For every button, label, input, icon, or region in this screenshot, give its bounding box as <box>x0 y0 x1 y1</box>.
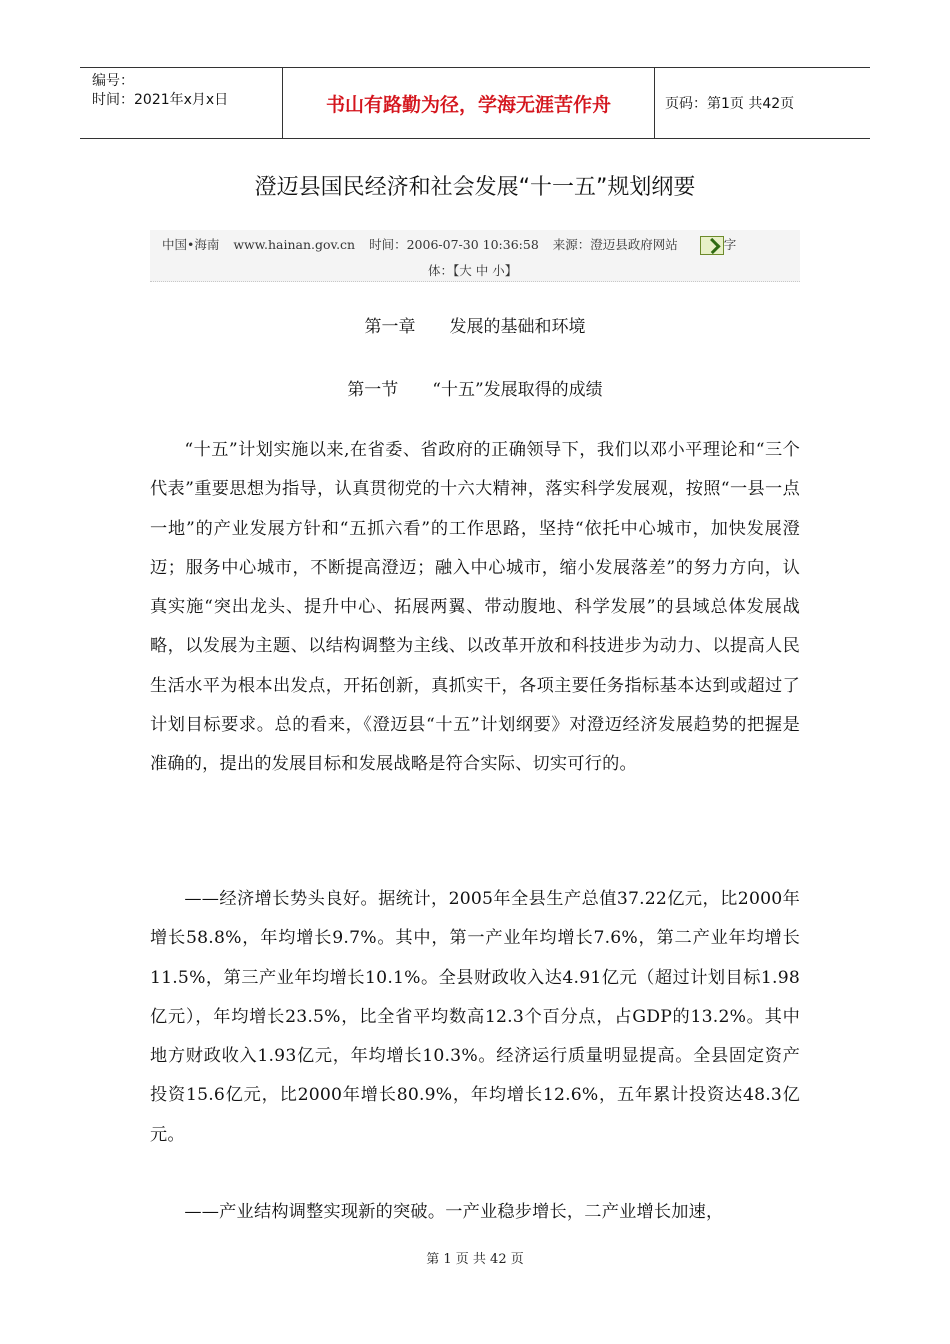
font-size-selector[interactable]: 体：【大 中 小】 <box>428 263 518 278</box>
paragraph-economy: ——经济增长势头良好。据统计，2005年全县生产总值37.22亿元，比2000年增长58.8%，年均增长9.7%。其中，第一产业年均增长7.6%，第二产业年均增长11.5%，第三产业年均增长10.1%。全县财政收入达4.91亿元（超过计划目标1.98亿元），年均增长23.5%，比全省平均数高12.3个百分点，占GDP的13.2%。其中地方财政收入1.93亿元，年均增长10.3%。经济运行质量明显提高。全县固定资产投资15.6亿元，比2000年增长80.9%，年均增长12.6%，五年累计投资达48.3亿元。 <box>150 889 800 1145</box>
motto: 书山有路勤为径，学海无涯苦作舟 <box>283 68 655 138</box>
publish-time: 时间：2006-07-30 10:36:58 <box>369 237 539 252</box>
document-header <box>80 67 870 139</box>
time-label: 时间：2021年x月x日 <box>92 92 229 108</box>
source-site: 中国•海南 <box>162 237 220 252</box>
chapter-heading: 第一章 发展的基础和环境 <box>364 317 586 337</box>
number-label: 编号： <box>92 73 134 89</box>
header-left-cell <box>80 68 283 138</box>
source-url[interactable]: www.hainan.gov.cn <box>233 237 356 252</box>
page-footer: 第 1 页 共 42 页 <box>426 1252 524 1267</box>
page-label: 页码：第1页 共42页 <box>665 96 795 112</box>
font-size-label-part1: 字 <box>723 237 737 252</box>
share-icon[interactable] <box>700 236 724 255</box>
source-origin: 来源：澄迈县政府网站 <box>552 237 678 252</box>
paragraph-industry: ——产业结构调整实现新的突破。一产业稳步增长，二产业增长加速， <box>184 1202 724 1222</box>
article-meta <box>150 230 800 282</box>
document-title: 澄迈县国民经济和社会发展“十一五”规划纲要 <box>254 175 696 200</box>
section-heading: 第一节 “十五”发展取得的成绩 <box>347 380 603 400</box>
paragraph-intro: “十五”计划实施以来,在省委、省政府的正确领导下，我们以邓小平理论和“三个代表”重要思想为指导，认真贯彻党的十六大精神，落实科学发展观，按照“一县一点一地”的产业发展方针和“五抓六看”的工作思路，坚持“依托中心城市，加快发展澄迈；服务中心城市，不断提高澄迈；融入中心城市，缩小发展落差”的努力方向，认真实施“突出龙头、提升中心、拓展两翼、带动腹地、科学发展”的县域总体发展战略，以发展为主题、以结构调整为主线、以改革开放和科技进步为动力、以提高人民生活水平为根本出发点，开拓创新，真抓实干，各项主要任务指标基本达到或超过了计划目标要求。总的看来，《澄迈县“十五”计划纲要》对澄迈经济发展趋势的把握是准确的，提出的发展目标和发展战略是符合实际、切实可行的。 <box>150 440 800 775</box>
